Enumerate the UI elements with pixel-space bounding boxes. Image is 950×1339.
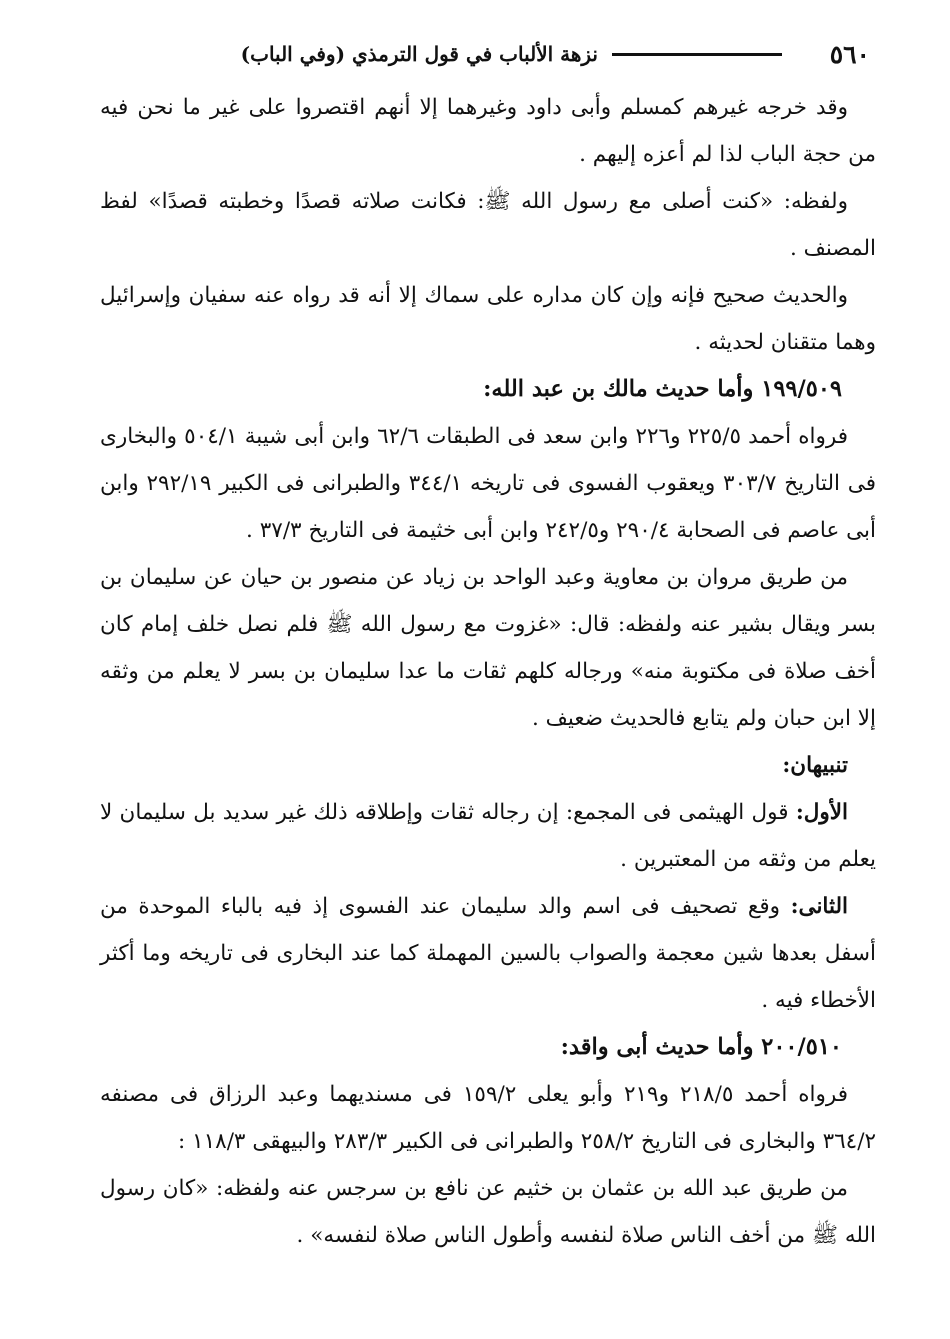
note-1 (100, 789, 876, 883)
page-body (100, 84, 876, 1259)
paragraph-7: من طريق عبد الله بن عثمان بن خثيم عن نافع بن سرجس عنه ولفظه: «كان رسول الله ﷺ من أخف الناس صلاة لنفسه وأطول الناس صلاة لنفسه» . (100, 1176, 876, 1248)
note-2-text: وقع تصحيف فى اسم والد سليمان عند الفسوى إذ فيه بالباء الموحدة من أسفل بعدها شين معجمة والصواب بالسين المهملة كما عند البخارى فى تاريخه وما أكثر الأخطاء فيه . (100, 894, 876, 1013)
page-header (105, 36, 870, 72)
paragraph-5: من طريق مروان بن معاوية وعبد الواحد بن زياد عن منصور بن حيان عن سليمان بن بسر ويقال بشير عنه ولفظه: قال: «غزوت مع رسول الله ﷺ فلم نصل خلف إمام كان أخف صلاة فى مكتوبة منه» ورجاله كلهم ثقات ما عدا سليمان بن بسر لا يعلم من وثقه إلا ابن حبان ولم يتابع فالحديث ضعيف . (100, 565, 876, 731)
section-heading-510: ٢٠٠/٥١٠ وأما حديث أبى واقد: (560, 1034, 842, 1060)
paragraph-6: فرواه أحمد ٢١٨/٥ و٢١٩ وأبو يعلى ١٥٩/٢ فى مسنديهما وعبد الرزاق فى مصنفه ٣٦٤/٢ والبخارى فى التاريخ ٢٥٨/٢ والطبرانى فى الكبير ٢٨٣/٣ والبيهقى ١١٨/٣ : (100, 1082, 876, 1154)
running-title: نزهة الألباب في قول الترمذي (وفي الباب) (240, 42, 598, 66)
note-2 (100, 883, 876, 1024)
paragraph-1: وقد خرجه غيرهم كمسلم وأبى داود وغيرهما إلا أنهم اقتصروا على غير ما نحن فيه من حجة الباب لذا لم أعزه إليهم . (100, 95, 876, 167)
notes-heading (100, 742, 876, 789)
paragraph-2: ولفظه: «كنت أصلى مع رسول الله ﷺ: فكانت صلاته قصدًا وخطبته قصدًا» لفظ المصنف . (100, 189, 876, 261)
notes-heading-label: تنبيهان: (782, 753, 848, 778)
page-number: ٥٦٠ (829, 39, 870, 69)
section-heading-509: ١٩٩/٥٠٩ وأما حديث مالك بن عبد الله: (483, 376, 842, 402)
note-1-text: قول الهيثمى فى المجمع: إن رجاله ثقات وإطلاقه ذلك غير سديد بل سليمان لا يعلم من وثقه من المعتبرين . (100, 800, 876, 872)
header-rule (612, 53, 782, 56)
note-1-label: الأول: (795, 800, 848, 825)
paragraph-4: فرواه أحمد ٢٢٥/٥ و٢٢٦ وابن سعد فى الطبقات ٦٢/٦ وابن أبى شيبة ٥٠٤/١ والبخارى فى التاريخ ٣٠٣/٧ ويعقوب الفسوى فى تاريخه ٣٤٤/١ والطبرانى فى الكبير ٢٩٢/١٩ وابن أبى عاصم فى الصحابة ٢٩٠/٤ و٢٤٢/٥ وابن أبى خثيمة فى التاريخ ٣٧/٣ . (100, 424, 876, 543)
paragraph-3: والحديث صحيح فإنه وإن كان مداره على سماك إلا أنه قد رواه عنه سفيان وإسرائيل وهما متقنان لحديثه . (100, 283, 876, 355)
note-2-label: الثانى: (790, 894, 848, 919)
